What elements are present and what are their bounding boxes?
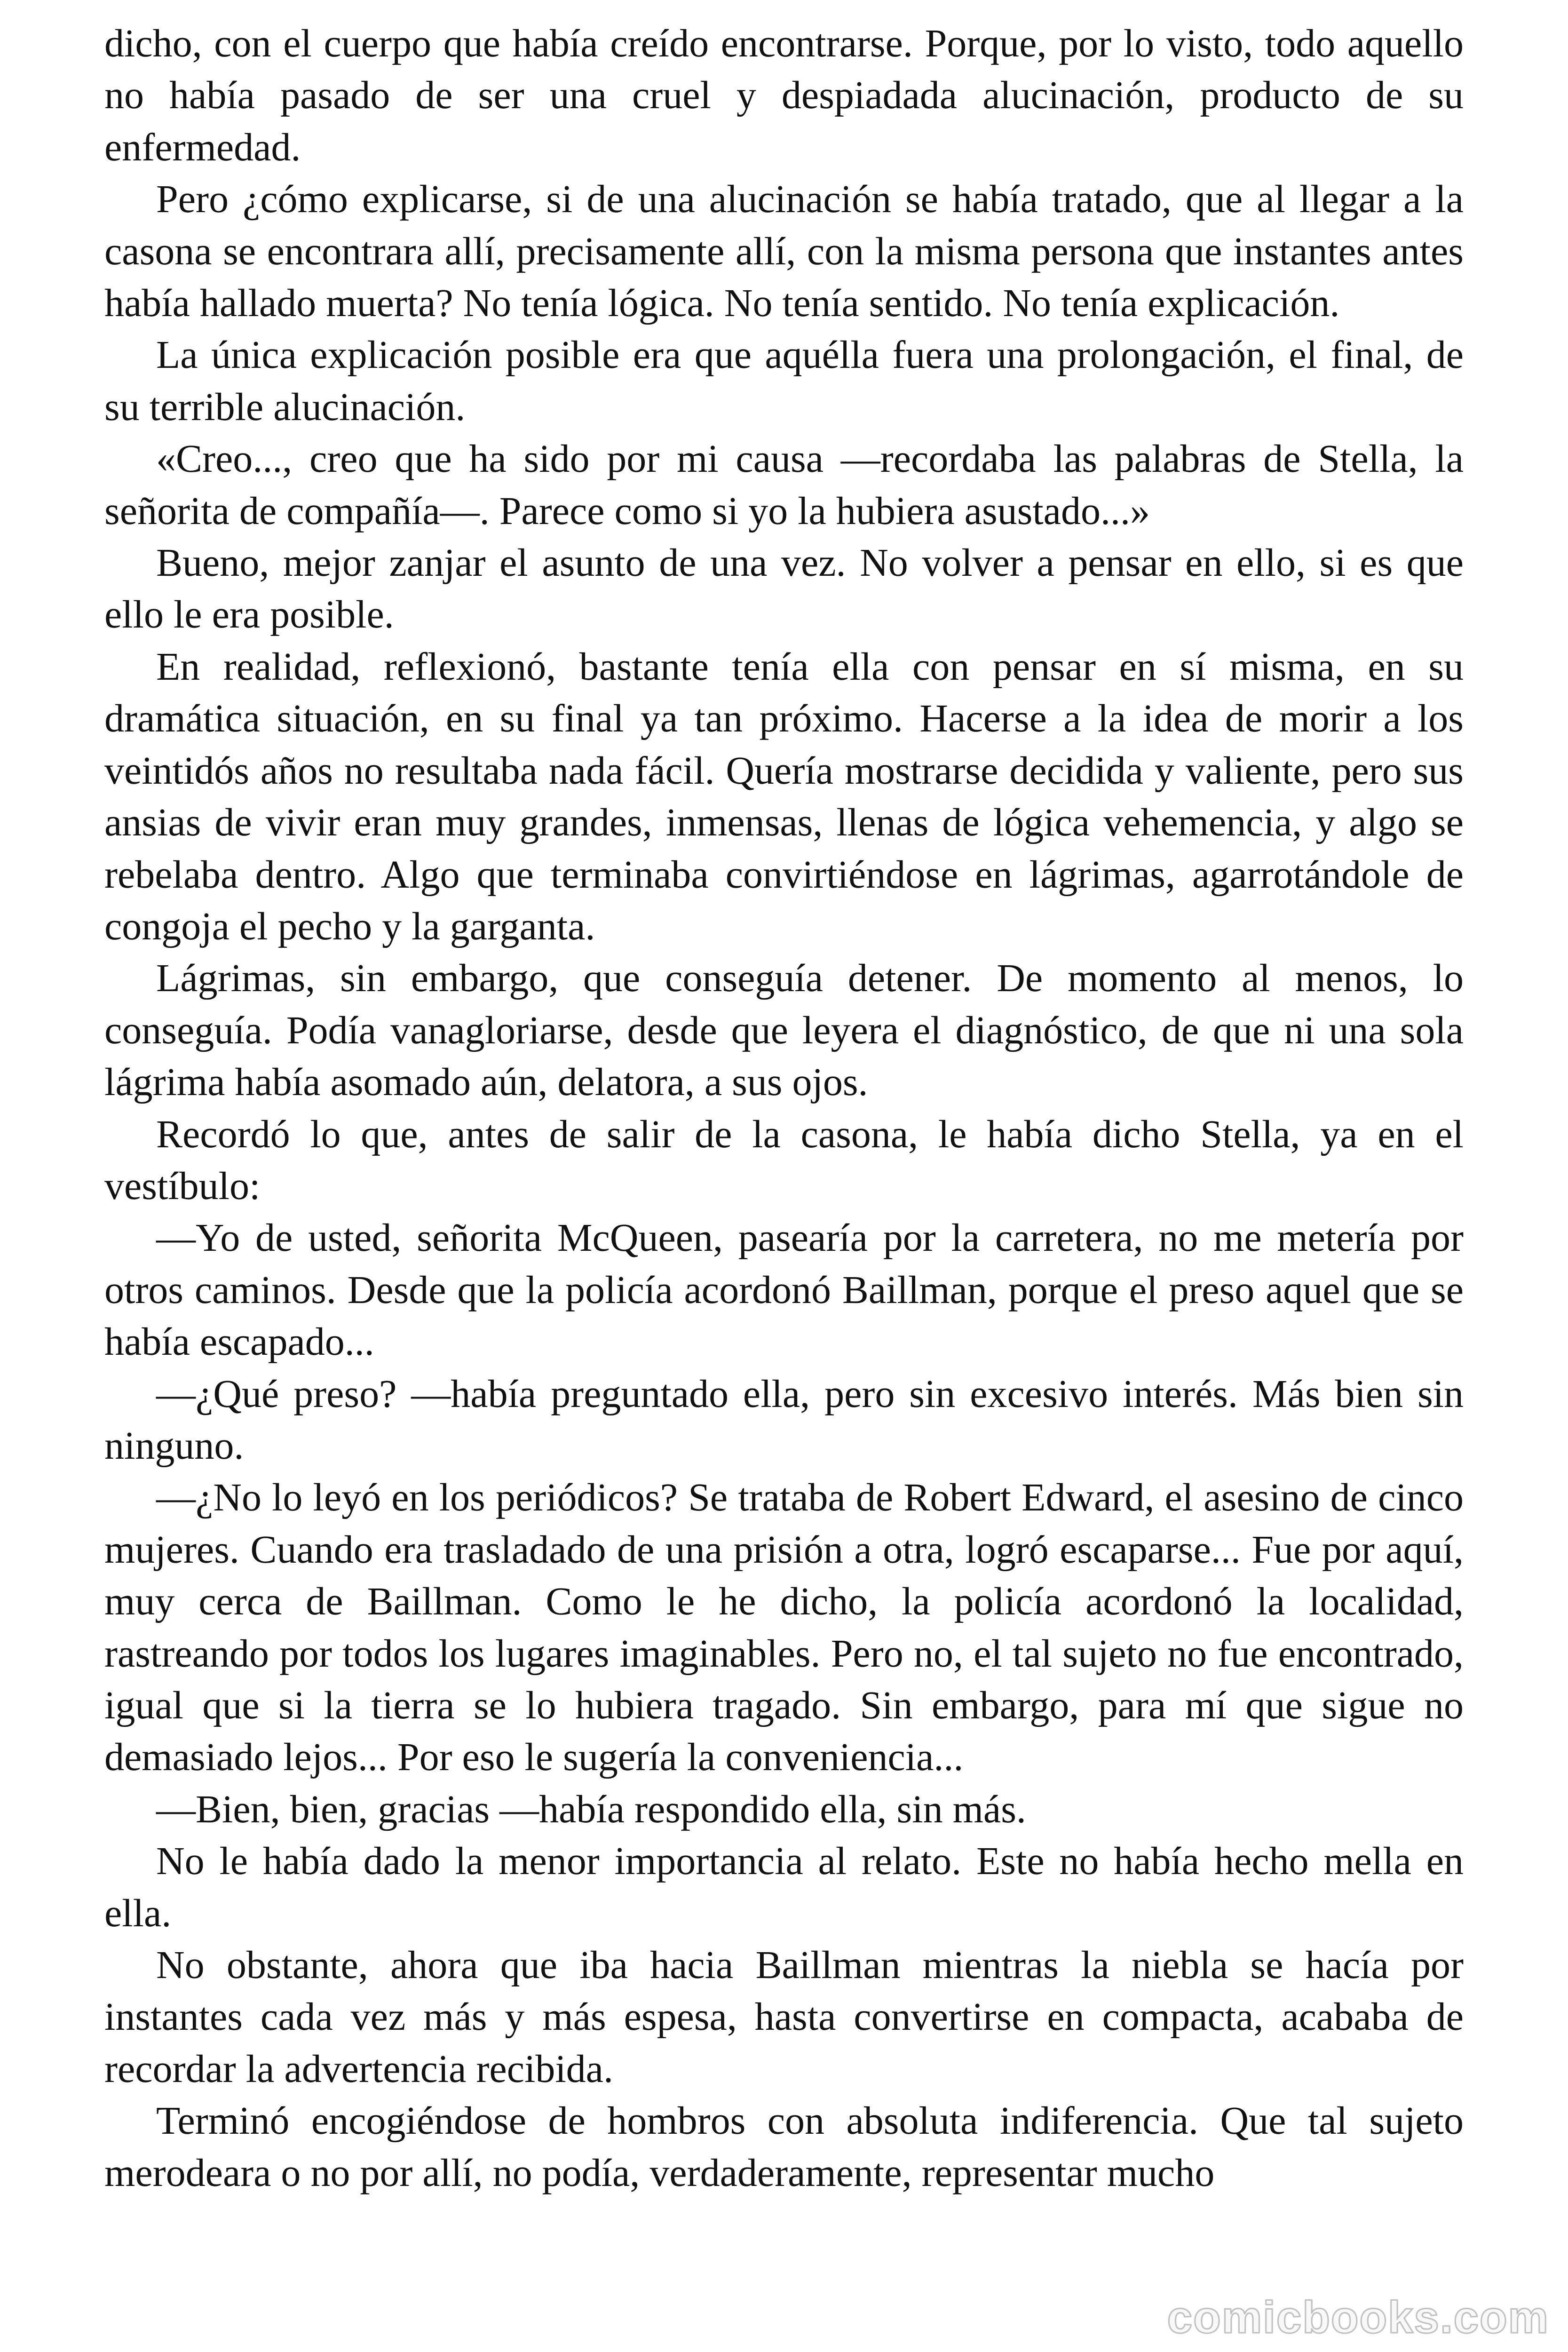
paragraph: En realidad, reflexionó, bastante tenía ella con pensar en sí misma, en su dramática situación, en su final ya tan próximo. Hacerse a la idea de morir a los veintidós años no resultaba nada fácil. Quería mostrarse decidida y valiente, pero sus ansias de vivir eran muy grandes, inmensas, llenas de lógica vehemencia, y algo se rebelaba dentro. Algo que terminaba convirtiéndose en lágrimas, agarrotándole de congoja el pecho y la garganta. [104,644,1464,948]
paragraph-last: Terminó encogiéndose de hombros con absoluta indiferencia. Que tal sujeto merodeara o no por allí, no podía, verdaderamente, representar mucho [104,2099,1464,2195]
paragraph: No le había dado la menor importancia al relato. Este no había hecho mella en ella. [104,1839,1464,1935]
watermark-logo: comicbooks.com [1167,2292,1549,2343]
dialogue-line: —¿Qué preso? —había preguntado ella, pero sin excesivo interés. Más bien sin ninguno. [104,1372,1464,1468]
dialogue-line: —Bien, bien, gracias —había respondido ella, sin más. [156,1787,1026,1831]
dialogue-line: —¿No lo leyó en los periódicos? Se trataba de Robert Edward, el asesino de cinco mujeres. Cuando era trasladado de una prisión a otra, logró escaparse... Fue por aquí, muy cerca de Baillman. Como le he dicho, la policía acordonó la localidad, rastreando por todos los lugares imaginables. Pero no, el tal sujeto no fue encontrado, igual que si la tierra se lo hubiera tragado. Sin embargo, para mí que sigue no demasiado lejos... Por eso le sugería la conveniencia... [104,1476,1464,1780]
paragraph: No obstante, ahora que iba hacia Baillman mientras la niebla se hacía por instantes cada vez más y más espesa, hasta convertirse en compacta, acababa de recordar la advertencia recibida. [104,1943,1464,2091]
paragraph: Recordó lo que, antes de salir de la casona, le había dicho Stella, ya en el vestíbulo: [104,1112,1464,1208]
paragraph-continuation: dicho, con el cuerpo que había creído encontrarse. Porque, por lo visto, todo aquello no había pasado de ser una cruel y despiadada alucinación, producto de su enfermedad. [104,22,1464,169]
book-page-text [104,18,1464,2199]
paragraph: La única explicación posible era que aquélla fuera una prolongación, el final, de su terrible alucinación. [104,333,1464,429]
paragraph: Bueno, mejor zanjar el asunto de una vez. No volver a pensar en ello, si es que ello le era posible. [104,541,1464,637]
paragraph: Pero ¿cómo explicarse, si de una alucinación se había tratado, que al llegar a la casona se encontrara allí, precisamente allí, con la misma persona que instantes antes había hallado muerta? No tenía lógica. No tenía sentido. No tenía explicación. [104,177,1464,326]
dialogue-line: —Yo de usted, señorita McQueen, pasearía por la carretera, no me metería por otros caminos. Desde que la policía acordonó Baillman, porque el preso aquel que se había escapado... [104,1216,1464,1364]
paragraph: Lágrimas, sin embargo, que conseguía detener. De momento al menos, lo conseguía. Podía vanagloriarse, desde que leyera el diagnóstico, de que ni una sola lágrima había asomado aún, delatora, a sus ojos. [104,956,1464,1104]
paragraph-quote: «Creo..., creo que ha sido por mi causa —recordaba las palabras de Stella, la señorita de compañía—. Parece como si yo la hubiera asustado...» [104,437,1464,533]
